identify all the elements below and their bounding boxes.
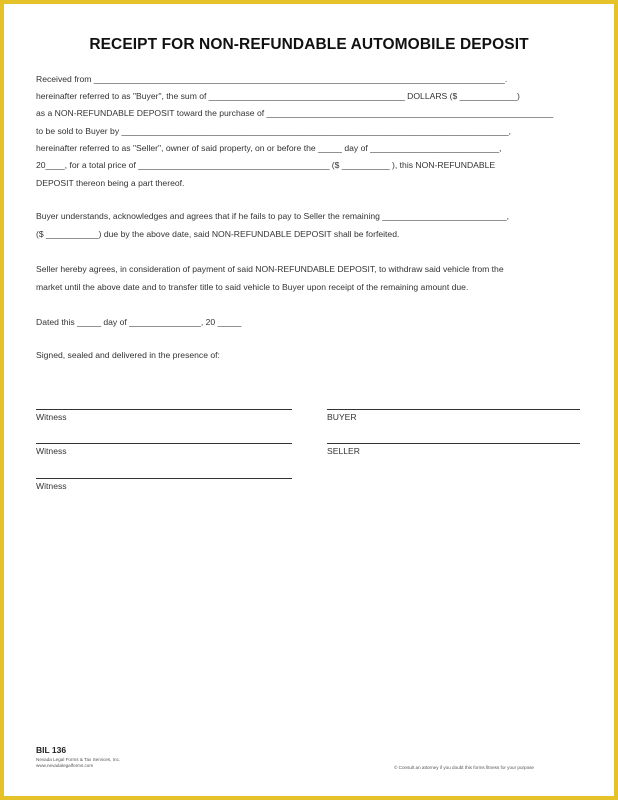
buyer-sum-line: hereinafter referred to as "Buyer", the sum of _________________________________________ DOLLARS ($ ____________) <box>36 91 520 101</box>
attorney-disclaimer: © Consult an attorney if you doubt this forms fitness for your purpose <box>394 765 534 770</box>
witness-3-label: Witness <box>36 481 67 491</box>
publisher-name: Nevada Legal Forms & Tax Services, Inc. <box>36 757 121 762</box>
witness-2-label: Witness <box>36 446 67 456</box>
buyer-signature-line <box>327 409 580 410</box>
signed-presence-line: Signed, sealed and delivered in the presence of: <box>36 350 220 360</box>
witness-1-signature-line <box>36 409 292 410</box>
document-title: RECEIPT FOR NON-REFUNDABLE AUTOMOBILE DEPOSIT <box>89 36 529 53</box>
seller-label: SELLER <box>327 446 360 456</box>
seller-signature-line <box>327 443 580 444</box>
sold-by-line: to be sold to Buyer by _________________________________________________________________________________, <box>36 126 512 136</box>
seller-owner-line: hereinafter referred to as "Seller", owner of said property, on or before the _____ day of ___________________________, <box>36 143 502 153</box>
witness-1-label: Witness <box>36 412 67 422</box>
witness-3-signature-line <box>36 478 292 479</box>
total-price-line: 20____, for a total price of ________________________________________ ($ __________ ), this NON-REFUNDABLE <box>36 160 496 170</box>
buyer-label: BUYER <box>327 412 357 422</box>
forfeited-line: ($ ___________) due by the above date, said NON-REFUNDABLE DEPOSIT shall be forfeited. <box>36 229 400 239</box>
deposit-part-line: DEPOSIT thereon being a part thereof. <box>36 178 185 188</box>
publisher-website: www.nevadalegalforms.com <box>36 763 94 768</box>
deposit-purchase-line: as a NON-REFUNDABLE DEPOSIT toward the purchase of ____________________________________________________________ <box>36 108 554 118</box>
dated-line: Dated this _____ day of _______________, 20 _____ <box>36 317 242 327</box>
received-from-line: Received from ______________________________________________________________________________________. <box>36 74 508 84</box>
buyer-understands-line: Buyer understands, acknowledges and agrees that if he fails to pay to Seller the remaining __________________________, <box>36 211 509 221</box>
seller-agrees-line: Seller hereby agrees, in consideration of payment of said NON-REFUNDABLE DEPOSIT, to withdraw said vehicle from the <box>36 264 504 274</box>
witness-2-signature-line <box>36 443 292 444</box>
transfer-title-line: market until the above date and to transfer title to said vehicle to Buyer upon receipt of the remaining amount due. <box>36 282 469 292</box>
form-code: BIL 136 <box>36 745 67 755</box>
